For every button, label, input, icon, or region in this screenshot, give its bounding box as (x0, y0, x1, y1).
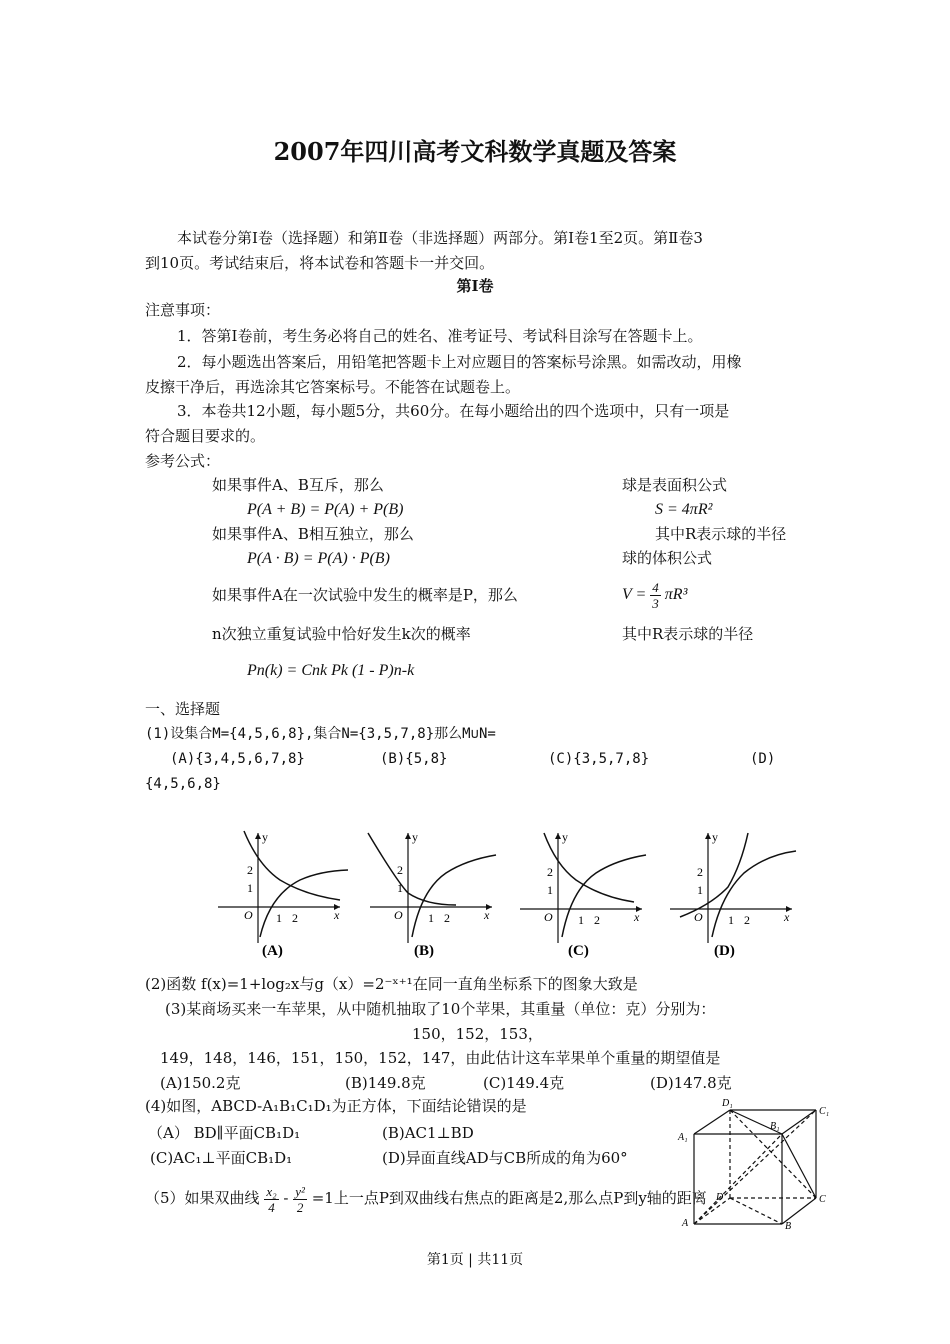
sphere-volume-heading: 球的体积公式 (622, 549, 713, 567)
q3-option-b: (B)149.8克 (345, 1074, 426, 1092)
formula-2-text: 如果事件A、B相互独立，那么 (212, 525, 414, 543)
q5-fraction-y: $\frac{\text{y²}}{2}$ (295, 1183, 305, 1215)
graph-a-label: (A) (262, 943, 283, 959)
svg-text:1: 1 (428, 911, 434, 925)
svg-text:O: O (394, 908, 403, 922)
q1-option-c: (C){3,5,7,8} (548, 751, 650, 767)
cube-label-a1: A₁ (678, 1132, 688, 1143)
section-heading: 第Ⅰ卷 (456, 277, 494, 295)
page-footer: 第1页 | 共11页 (426, 1252, 524, 1268)
formula-2-math: P(A · B) = P(A) · P(B) (247, 550, 390, 567)
cube-label-c1: C₁ (819, 1106, 830, 1117)
formula-4-math: Pn(k) = Cnk Pk (1 - P)n-k (247, 662, 415, 679)
svg-text:y: y (262, 830, 268, 844)
svg-text:1: 1 (578, 913, 584, 927)
graph-b-label: (B) (414, 943, 434, 959)
cube-label-d1: D₁ (722, 1098, 733, 1109)
svg-text:2: 2 (744, 913, 750, 927)
formula-1-math: P(A + B) = P(A) + P(B) (247, 501, 404, 518)
q3-option-a: (A)150.2克 (160, 1074, 241, 1092)
svg-text:1: 1 (397, 881, 403, 895)
q3-data-1: 150，152，153， (412, 1025, 543, 1043)
svg-text:x: x (484, 908, 490, 922)
q2-graphs (210, 825, 800, 965)
q5-fraction-x: $\frac{\text{x₂}}{4}$ (266, 1183, 277, 1215)
graph-c-label: (C) (568, 943, 589, 959)
svg-text:2: 2 (594, 913, 600, 927)
q3-stem: (3)某商场买来一车苹果，从中随机抽取了10个苹果，其重量（单位：克）分别为： (165, 1000, 716, 1018)
formulas-heading: 参考公式： (145, 452, 221, 470)
svg-text:2: 2 (247, 863, 253, 877)
svg-text:O: O (694, 910, 703, 924)
graph-a (218, 830, 348, 959)
svg-text:1: 1 (697, 883, 703, 897)
q1-option-a: (A){3,4,5,6,7,8} (170, 751, 305, 767)
svg-text:2: 2 (697, 865, 703, 879)
graph-b (368, 830, 496, 959)
svg-text:x: x (634, 910, 640, 924)
sphere-volume-math: V = $\frac{4}{3}$ πR³ (622, 579, 688, 611)
q3-option-c: (C)149.4克 (483, 1074, 565, 1092)
svg-text:x: x (784, 910, 790, 924)
q4-option-d: (D)异面直线AD与CB所成的角为60° (382, 1149, 628, 1167)
sphere-radius-note-1: 其中R表示球的半径 (655, 525, 787, 543)
cube-label-b: B (785, 1221, 792, 1232)
svg-text:y: y (712, 830, 718, 844)
svg-text:x: x (334, 908, 340, 922)
formula-1-text: 如果事件A、B互斥，那么 (212, 476, 384, 494)
q2-stem: (2)函数 f(x)=1+log₂x与g（x）=2⁻ˣ⁺¹在同一直角坐标系下的图象大致是 (145, 975, 638, 993)
sphere-radius-note-2: 其中R表示球的半径 (622, 625, 754, 643)
svg-text:1: 1 (547, 883, 553, 897)
notice-heading: 注意事项： (145, 301, 221, 319)
svg-text:2: 2 (292, 911, 298, 925)
graph-c (520, 830, 646, 959)
q5-pre: （5）如果双曲线 (145, 1189, 260, 1207)
intro-line-1: 本试卷分第Ⅰ卷（选择题）和第Ⅱ卷（非选择题）两部分。第Ⅰ卷1至2页。第Ⅱ卷3 (177, 229, 703, 247)
svg-text:1: 1 (728, 913, 734, 927)
part-heading: 一、选择题 (145, 700, 221, 718)
formula-4-text: n次独立重复试验中恰好发生k次的概率 (212, 625, 471, 643)
q3-data-2: 149，148，146，151，150，152，147，由此估计这车苹果单个重量的期望值是 (160, 1049, 721, 1067)
q4-stem: (4)如图，ABCD-A₁B₁C₁D₁为正方体，下面结论错误的是 (145, 1097, 527, 1115)
notice-item-2b: 皮擦干净后，再选涂其它答案标号。不能答在试题卷上。 (145, 378, 521, 396)
q5-post: =1上一点P到双曲线右焦点的距离是2,那么点P到y轴的距离 (311, 1189, 707, 1207)
sphere-surface-heading: 球是表面积公式 (622, 476, 728, 494)
svg-text:2: 2 (547, 865, 553, 879)
q1-option-b: (B){5,8} (380, 751, 448, 767)
notice-item-3a: 3．本卷共12小题，每小题5分，共60分。在每小题给出的四个选项中，只有一项是 (177, 402, 730, 420)
q4-option-b: (B)AC1⊥BD (382, 1124, 474, 1142)
graph-d-label: (D) (714, 943, 735, 959)
cube-label-d: D (716, 1192, 724, 1203)
cube-label-a: A (682, 1218, 689, 1229)
q1-stem: (1)设集合M={4,5,6,8},集合N={3,5,7,8}那么M∪N= (145, 726, 496, 742)
svg-text:1: 1 (276, 911, 282, 925)
q4-option-a: （A） BD∥平面CB₁D₁ (148, 1124, 301, 1142)
cube-label-c: C (819, 1194, 826, 1205)
q4-option-c: (C)AC₁⊥平面CB₁D₁ (150, 1149, 293, 1167)
notice-item-3b: 符合题目要求的。 (145, 427, 266, 445)
intro-line-2: 到10页。考试结束后，将本试卷和答题卡一并交回。 (145, 254, 495, 272)
page-title: 2007年四川高考文科数学真题及答案 (273, 137, 677, 166)
q5-stem: （5）如果双曲线 $\frac{\text{x₂}}{4}$ - $\frac{\text{y²}}{2}$ =1上一点P到双曲线右焦点的距离是2,那么点P到y轴的距离 (145, 1183, 707, 1215)
graph-d (670, 830, 796, 959)
formula-3-text: 如果事件A在一次试验中发生的概率是P，那么 (212, 586, 518, 604)
svg-text:2: 2 (397, 863, 403, 877)
sphere-surface-math: S = 4πR² (655, 501, 713, 518)
svg-text:1: 1 (247, 881, 253, 895)
svg-text:y: y (412, 830, 418, 844)
q1-option-d: (D) (750, 751, 776, 767)
notice-item-1: 1．答第Ⅰ卷前，考生务必将自己的姓名、准考证号、考试科目涂写在答题卡上。 (177, 327, 703, 345)
svg-text:O: O (244, 908, 253, 922)
svg-text:y: y (562, 830, 568, 844)
svg-text:O: O (544, 910, 553, 924)
cube-label-b1: B₁ (770, 1121, 780, 1132)
q3-option-d: (D)147.8克 (650, 1074, 732, 1092)
svg-text:2: 2 (444, 911, 450, 925)
q1-option-d-cont: {4,5,6,8} (145, 776, 221, 792)
notice-item-2a: 2．每小题选出答案后，用铅笔把答题卡上对应题目的答案标号涂黑。如需改动，用橡 (177, 353, 742, 371)
